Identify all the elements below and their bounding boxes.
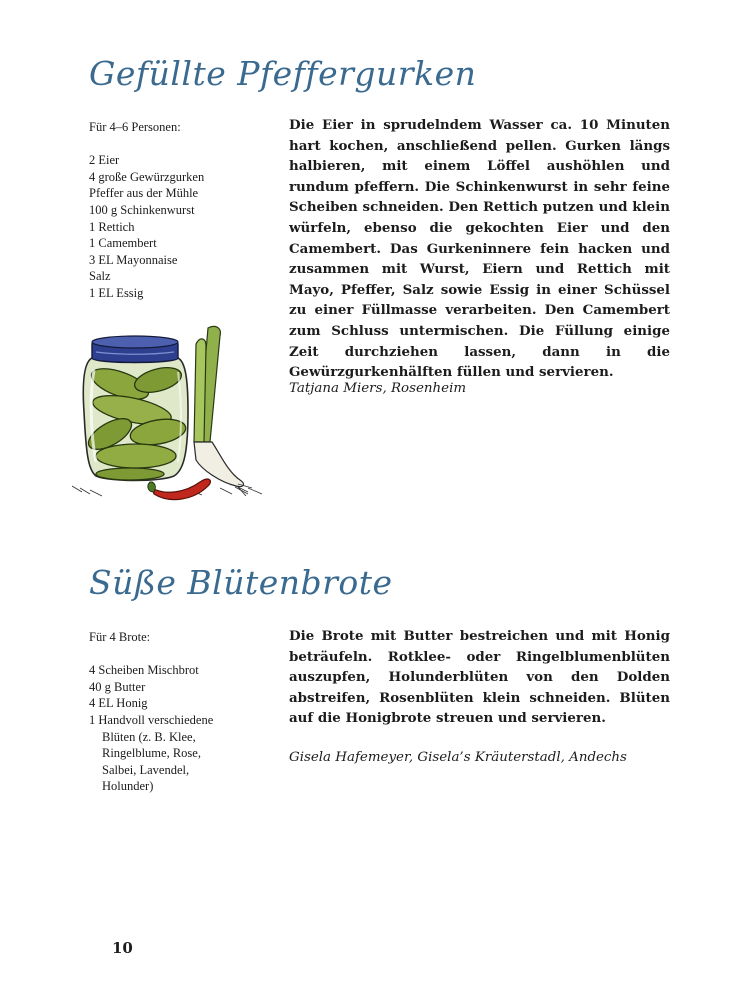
ingredient: 100 g Schinkenwurst: [89, 202, 195, 217]
ingredient: Salbei, Lavendel,: [102, 762, 190, 777]
pickle-jar-illustration: [70, 322, 270, 512]
ingredient: 2 Eier: [89, 153, 120, 168]
ingredient: 4 Scheiben Mischbrot: [89, 663, 199, 678]
recipe-title: Süße Blütenbrote: [89, 563, 393, 602]
ingredient-list: [89, 629, 259, 795]
page-number: 10: [112, 939, 133, 957]
recipe-method: Die Eier in sprudelndem Wasser ca. 10 Minuten hart kochen, anschließend pellen. Gurken längs halbieren, mit einem Löffel aushöhlen und rundum pfeffern. Die Schinkenwurst in sehr feine Scheiben schneiden. Den Rettich putzen und klein würfeln, ebenso die gekochten Eier und den Camembert. Das Gurkeninnere fein hacken und zusammen mit Wurst, Eiern und Rettich mit Mayo, Pfeffer, Salz sowie Essig in einer Schüssel zu einer Füllmasse verarbeiten. Den Camembert zum Schluss untermischen. Die Füllung einige Zeit durchziehen lassen, dann in die Gewürzgurkenhälften füllen und servieren.: [289, 117, 670, 381]
ingredient: 4 große Gewürzgurken: [89, 169, 205, 184]
ingredient: 4 EL Honig: [89, 696, 148, 711]
ingredient: 1 Camembert: [89, 236, 157, 251]
ingredient-list: [89, 119, 259, 302]
jar-lid-icon: [92, 336, 178, 363]
servings: Für 4–6 Personen:: [89, 120, 181, 134]
ingredient: Blüten (z. B. Klee,: [102, 729, 196, 744]
recipe-author: Gisela Hafemeyer, Gisela’s Kräuterstadl, Andechs: [289, 750, 627, 765]
recipe-author: Tatjana Miers, Rosenheim: [289, 381, 467, 396]
recipe-method: Die Brote mit Butter bestreichen und mit Honig beträufeln. Rotklee- oder Ringelblumenblüten auszupfen, Holunderblüten von den Dolden abstreifen, Rosenblüten klein schneiden. Blüten auf die Honigbrote streuen und servieren.: [289, 628, 670, 727]
ingredient: Salz: [89, 269, 111, 284]
ingredient: Pfeffer aus der Mühle: [89, 186, 199, 201]
ingredient: 3 EL Mayonnaise: [89, 252, 178, 267]
ingredient: 40 g Butter: [89, 679, 146, 694]
ingredient: 1 EL Essig: [89, 285, 144, 300]
ingredient: Ringelblume, Rose,: [102, 746, 201, 761]
ingredient: 1 Rettich: [89, 219, 135, 234]
ingredient: 1 Handvoll verschiedene: [89, 712, 214, 727]
servings: Für 4 Brote:: [89, 630, 151, 644]
recipe-title: Gefüllte Pfeffergurken: [89, 54, 477, 93]
ingredient: Holunder): [102, 779, 154, 794]
spring-onion-icon: [194, 326, 252, 496]
jar-icon: [83, 358, 188, 481]
chili-pepper-icon: [148, 479, 211, 500]
